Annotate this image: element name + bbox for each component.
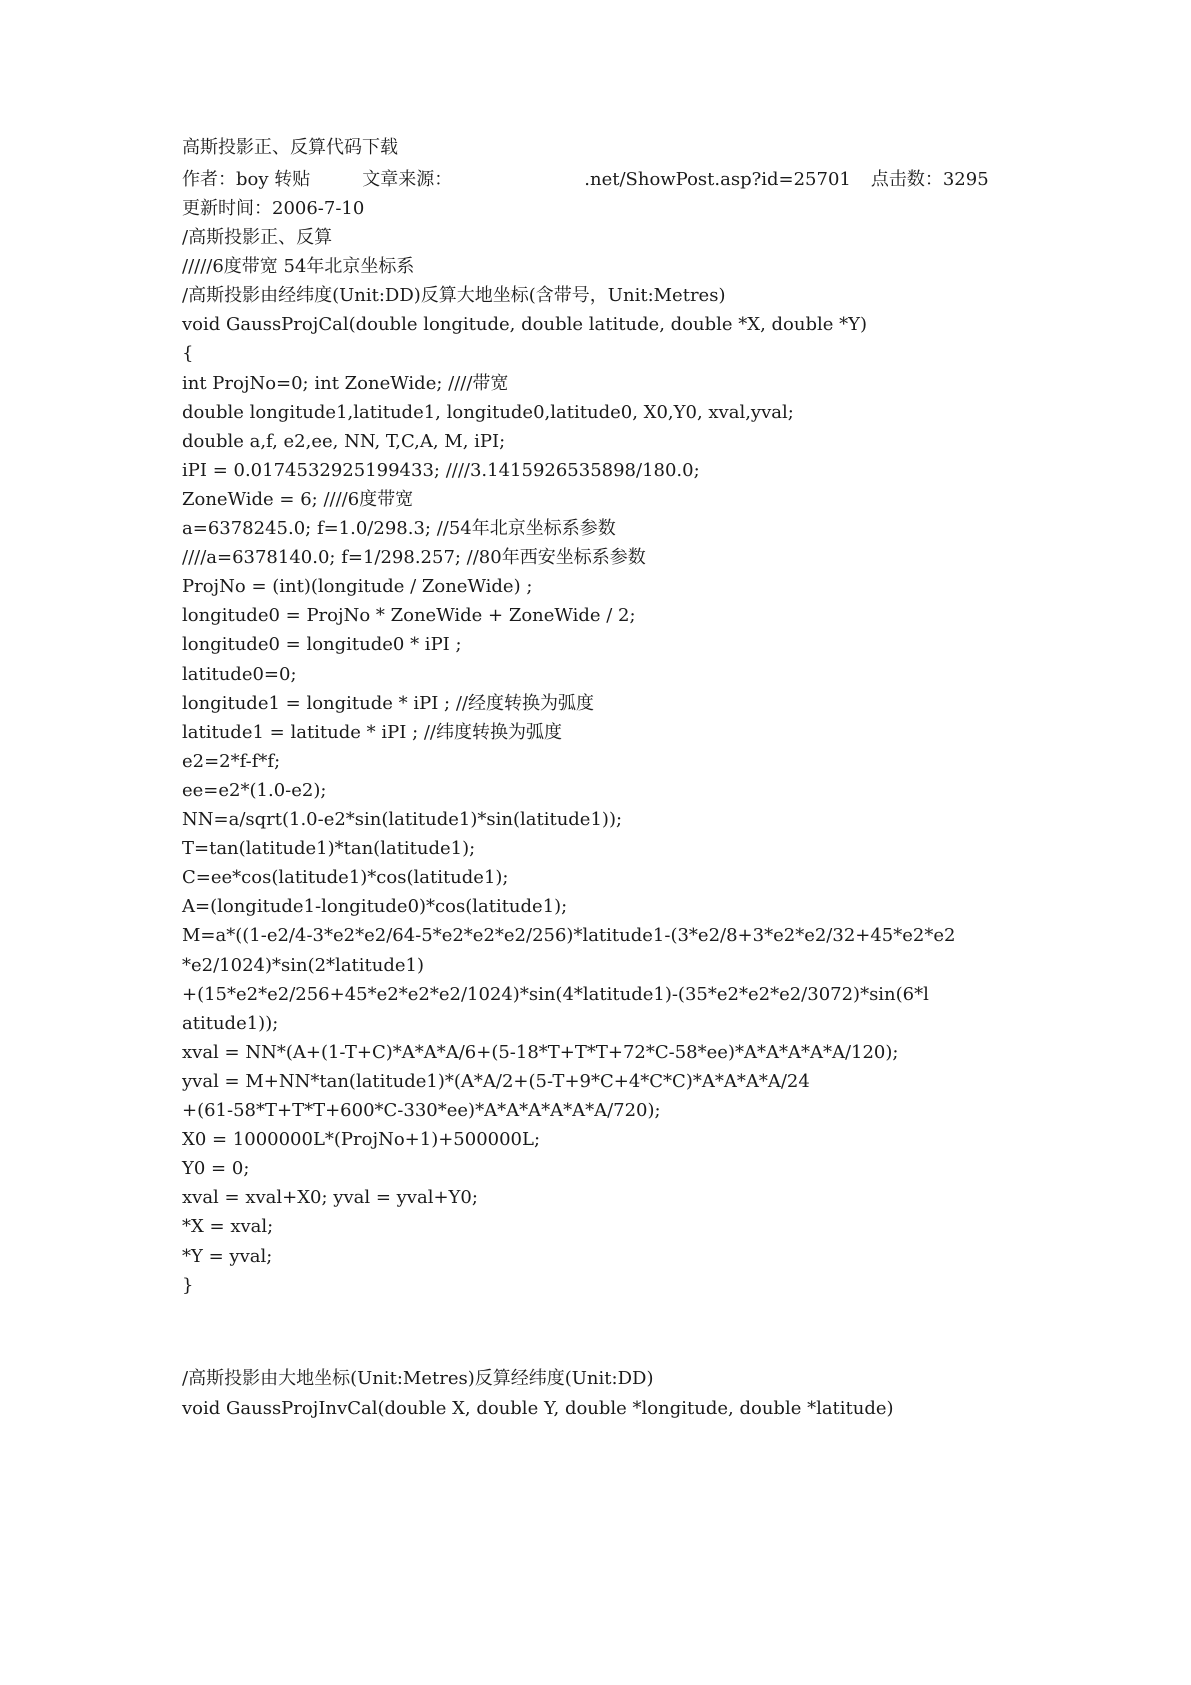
update-time: 更新时间：2006-7-10	[182, 198, 365, 219]
code-line: ProjNo = (int)(longitude / ZoneWide) ;	[182, 576, 533, 597]
code-line: NN=a/sqrt(1.0-e2*sin(latitude1)*sin(latitude1));	[182, 809, 623, 830]
code-line: X0 = 1000000L*(ProjNo+1)+500000L;	[182, 1129, 541, 1150]
code-line: ////a=6378140.0; f=1/298.257; //80年西安坐标系参数	[182, 547, 646, 568]
code-line: *X = xval;	[182, 1216, 274, 1237]
code-line: xval = xval+X0; yval = yval+Y0;	[182, 1187, 478, 1208]
code-line: double longitude1,latitude1, longitude0,latitude0, X0,Y0, xval,yval;	[182, 402, 794, 423]
code-line: C=ee*cos(latitude1)*cos(latitude1);	[182, 867, 509, 888]
code-line: ZoneWide = 6; ////6度带宽	[182, 489, 414, 510]
code-line: iPI = 0.0174532925199433; ////3.1415926535898/180.0;	[182, 460, 700, 481]
code-line: +(15*e2*e2/256+45*e2*e2*e2/1024)*sin(4*latitude1)-(35*e2*e2*e2/3072)*sin(6*l	[182, 984, 929, 1005]
source-label: 文章来源：	[362, 169, 453, 190]
section2-comment: /高斯投影由大地坐标(Unit:Metres)反算经纬度(Unit:DD)	[182, 1368, 654, 1389]
source-domain	[452, 168, 584, 192]
code-line: longitude0 = longitude0 * iPI ;	[182, 634, 462, 655]
source-path: .net/ShowPost.asp?id=25701	[584, 169, 851, 190]
code-line: longitude1 = longitude * iPI ; //经度转换为弧度	[182, 693, 594, 714]
code-line: /////6度带宽 54年北京坐标系	[182, 256, 415, 277]
code-line: /高斯投影由经纬度(Unit:DD)反算大地坐标(含带号，Unit:Metres)	[182, 285, 726, 306]
code-line: double a,f, e2,ee, NN, T,C,A, M, iPI;	[182, 431, 506, 452]
code-line: {	[182, 343, 194, 364]
code-line: Y0 = 0;	[182, 1158, 250, 1179]
article-meta	[182, 168, 989, 192]
code-line: atitude1));	[182, 1013, 279, 1034]
code-line: int ProjNo=0; int ZoneWide; ////带宽	[182, 373, 509, 394]
code-line: xval = NN*(A+(1-T+C)*A*A*A/6+(5-18*T+T*T+72*C-58*ee)*A*A*A*A*A/120);	[182, 1042, 899, 1063]
code-line: }	[182, 1275, 194, 1296]
code-line: yval = M+NN*tan(latitude1)*(A*A/2+(5-T+9*C+4*C*C)*A*A*A*A/24	[182, 1071, 810, 1092]
code-line: ee=e2*(1.0-e2);	[182, 780, 327, 801]
code-line: e2=2*f-f*f;	[182, 751, 281, 772]
section2-signature: void GaussProjInvCal(double X, double Y, double *longitude, double *latitude)	[182, 1398, 894, 1419]
code-line: *e2/1024)*sin(2*latitude1)	[182, 955, 425, 976]
code-line: +(61-58*T+T*T+600*C-330*ee)*A*A*A*A*A*A/720);	[182, 1100, 661, 1121]
code-line: latitude1 = latitude * iPI ; //纬度转换为弧度	[182, 722, 562, 743]
click-count: 点击数：3295	[870, 169, 989, 190]
code-line: T=tan(latitude1)*tan(latitude1);	[182, 838, 476, 859]
article-title: 高斯投影正、反算代码下载	[182, 137, 398, 158]
author-text: 作者：boy 转贴	[182, 169, 311, 190]
code-line: *Y = yval;	[182, 1246, 273, 1267]
code-line: latitude0=0;	[182, 664, 297, 685]
code-line: longitude0 = ProjNo * ZoneWide + ZoneWide / 2;	[182, 605, 636, 626]
code-line: void GaussProjCal(double longitude, double latitude, double *X, double *Y)	[182, 314, 868, 335]
code-line: a=6378245.0; f=1.0/298.3; //54年北京坐标系参数	[182, 518, 616, 539]
code-line: M=a*((1-e2/4-3*e2*e2/64-5*e2*e2*e2/256)*latitude1-(3*e2/8+3*e2*e2/32+45*e2*e2	[182, 925, 956, 946]
code-line: /高斯投影正、反算	[182, 227, 333, 248]
code-line: A=(longitude1-longitude0)*cos(latitude1);	[182, 896, 568, 917]
